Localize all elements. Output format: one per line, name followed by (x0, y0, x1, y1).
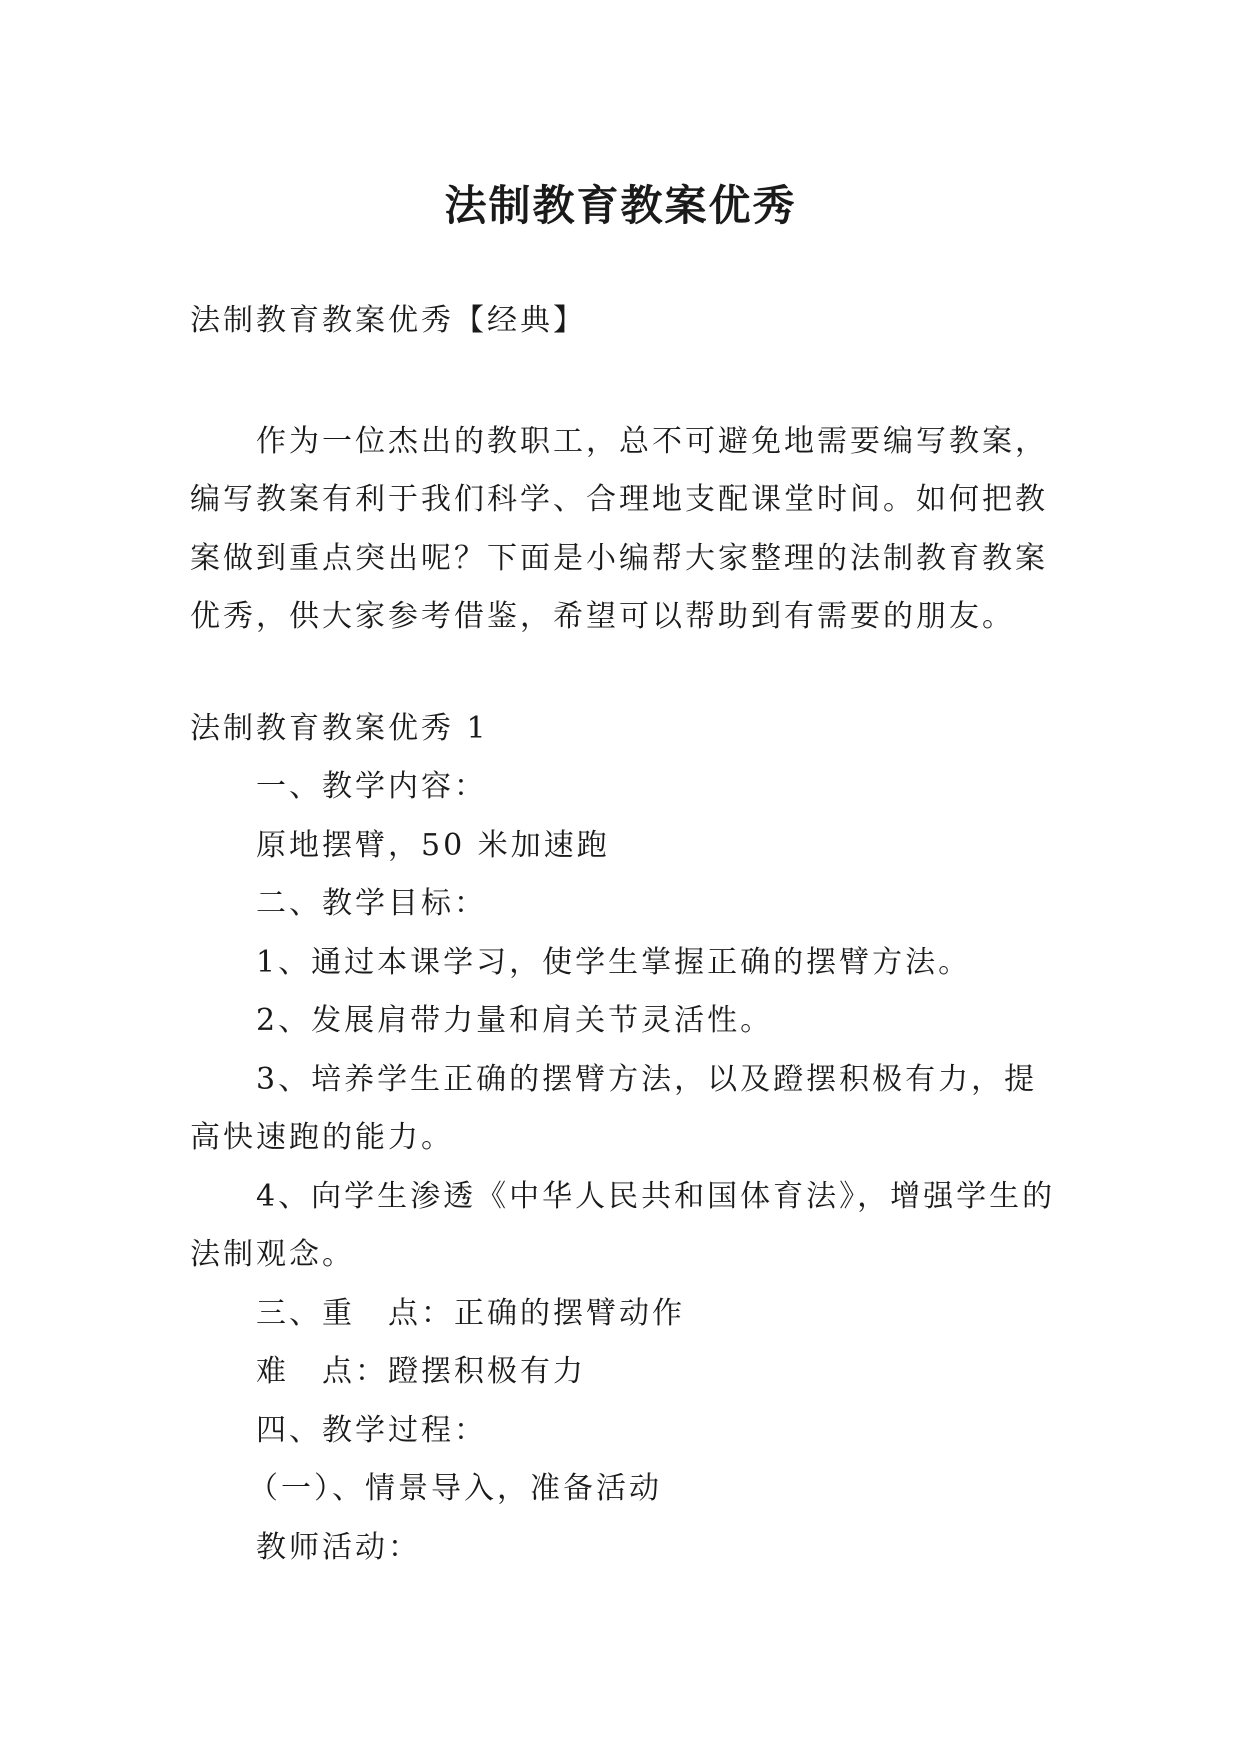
document-body (190, 292, 1060, 1577)
goal-item-4: 4、向学生渗透《中华人民共和国体育法》，增强学生的法制观念。 (190, 1178, 1056, 1272)
document-subtitle: 法制教育教案优秀【经典】 (190, 303, 586, 338)
teaching-goals-heading: 二、教学目标： (256, 886, 487, 921)
goal-item-3: 3、培养学生正确的摆臂方法，以及蹬摆积极有力，提高快速跑的能力。 (190, 1061, 1038, 1155)
goal-item-1: 1、通过本课学习，使学生掌握正确的摆臂方法。 (256, 944, 972, 980)
teaching-content-heading: 一、教学内容： (256, 769, 487, 804)
goal-item-2: 2、发展肩带力量和肩关节灵活性。 (256, 1003, 774, 1038)
teaching-process-heading: 四、教学过程： (256, 1412, 487, 1448)
key-point: 三、重 点：正确的摆臂动作 (256, 1295, 685, 1331)
teacher-activity-label: 教师活动： (256, 1529, 421, 1565)
section-title: 法制教育教案优秀 1 (190, 710, 489, 746)
process-step-1: （一）、情景导入，准备活动 (248, 1471, 662, 1506)
intro-paragraph: 作为一位杰出的教职工，总不可避免地需要编写教案，编写教案有利于我们科学、合理地支配课堂时间。如何把教案做到重点突出呢？下面是小编帮大家整理的法制教育教案优秀，供大家参考借鉴，希望可以帮助到有需要的朋友。 (190, 423, 1048, 634)
difficult-point: 难 点：蹬摆积极有力 (256, 1354, 586, 1389)
document-title: 法制教育教案优秀 (444, 181, 797, 231)
teaching-content-text: 原地摆臂，50 米加速跑 (256, 827, 610, 863)
